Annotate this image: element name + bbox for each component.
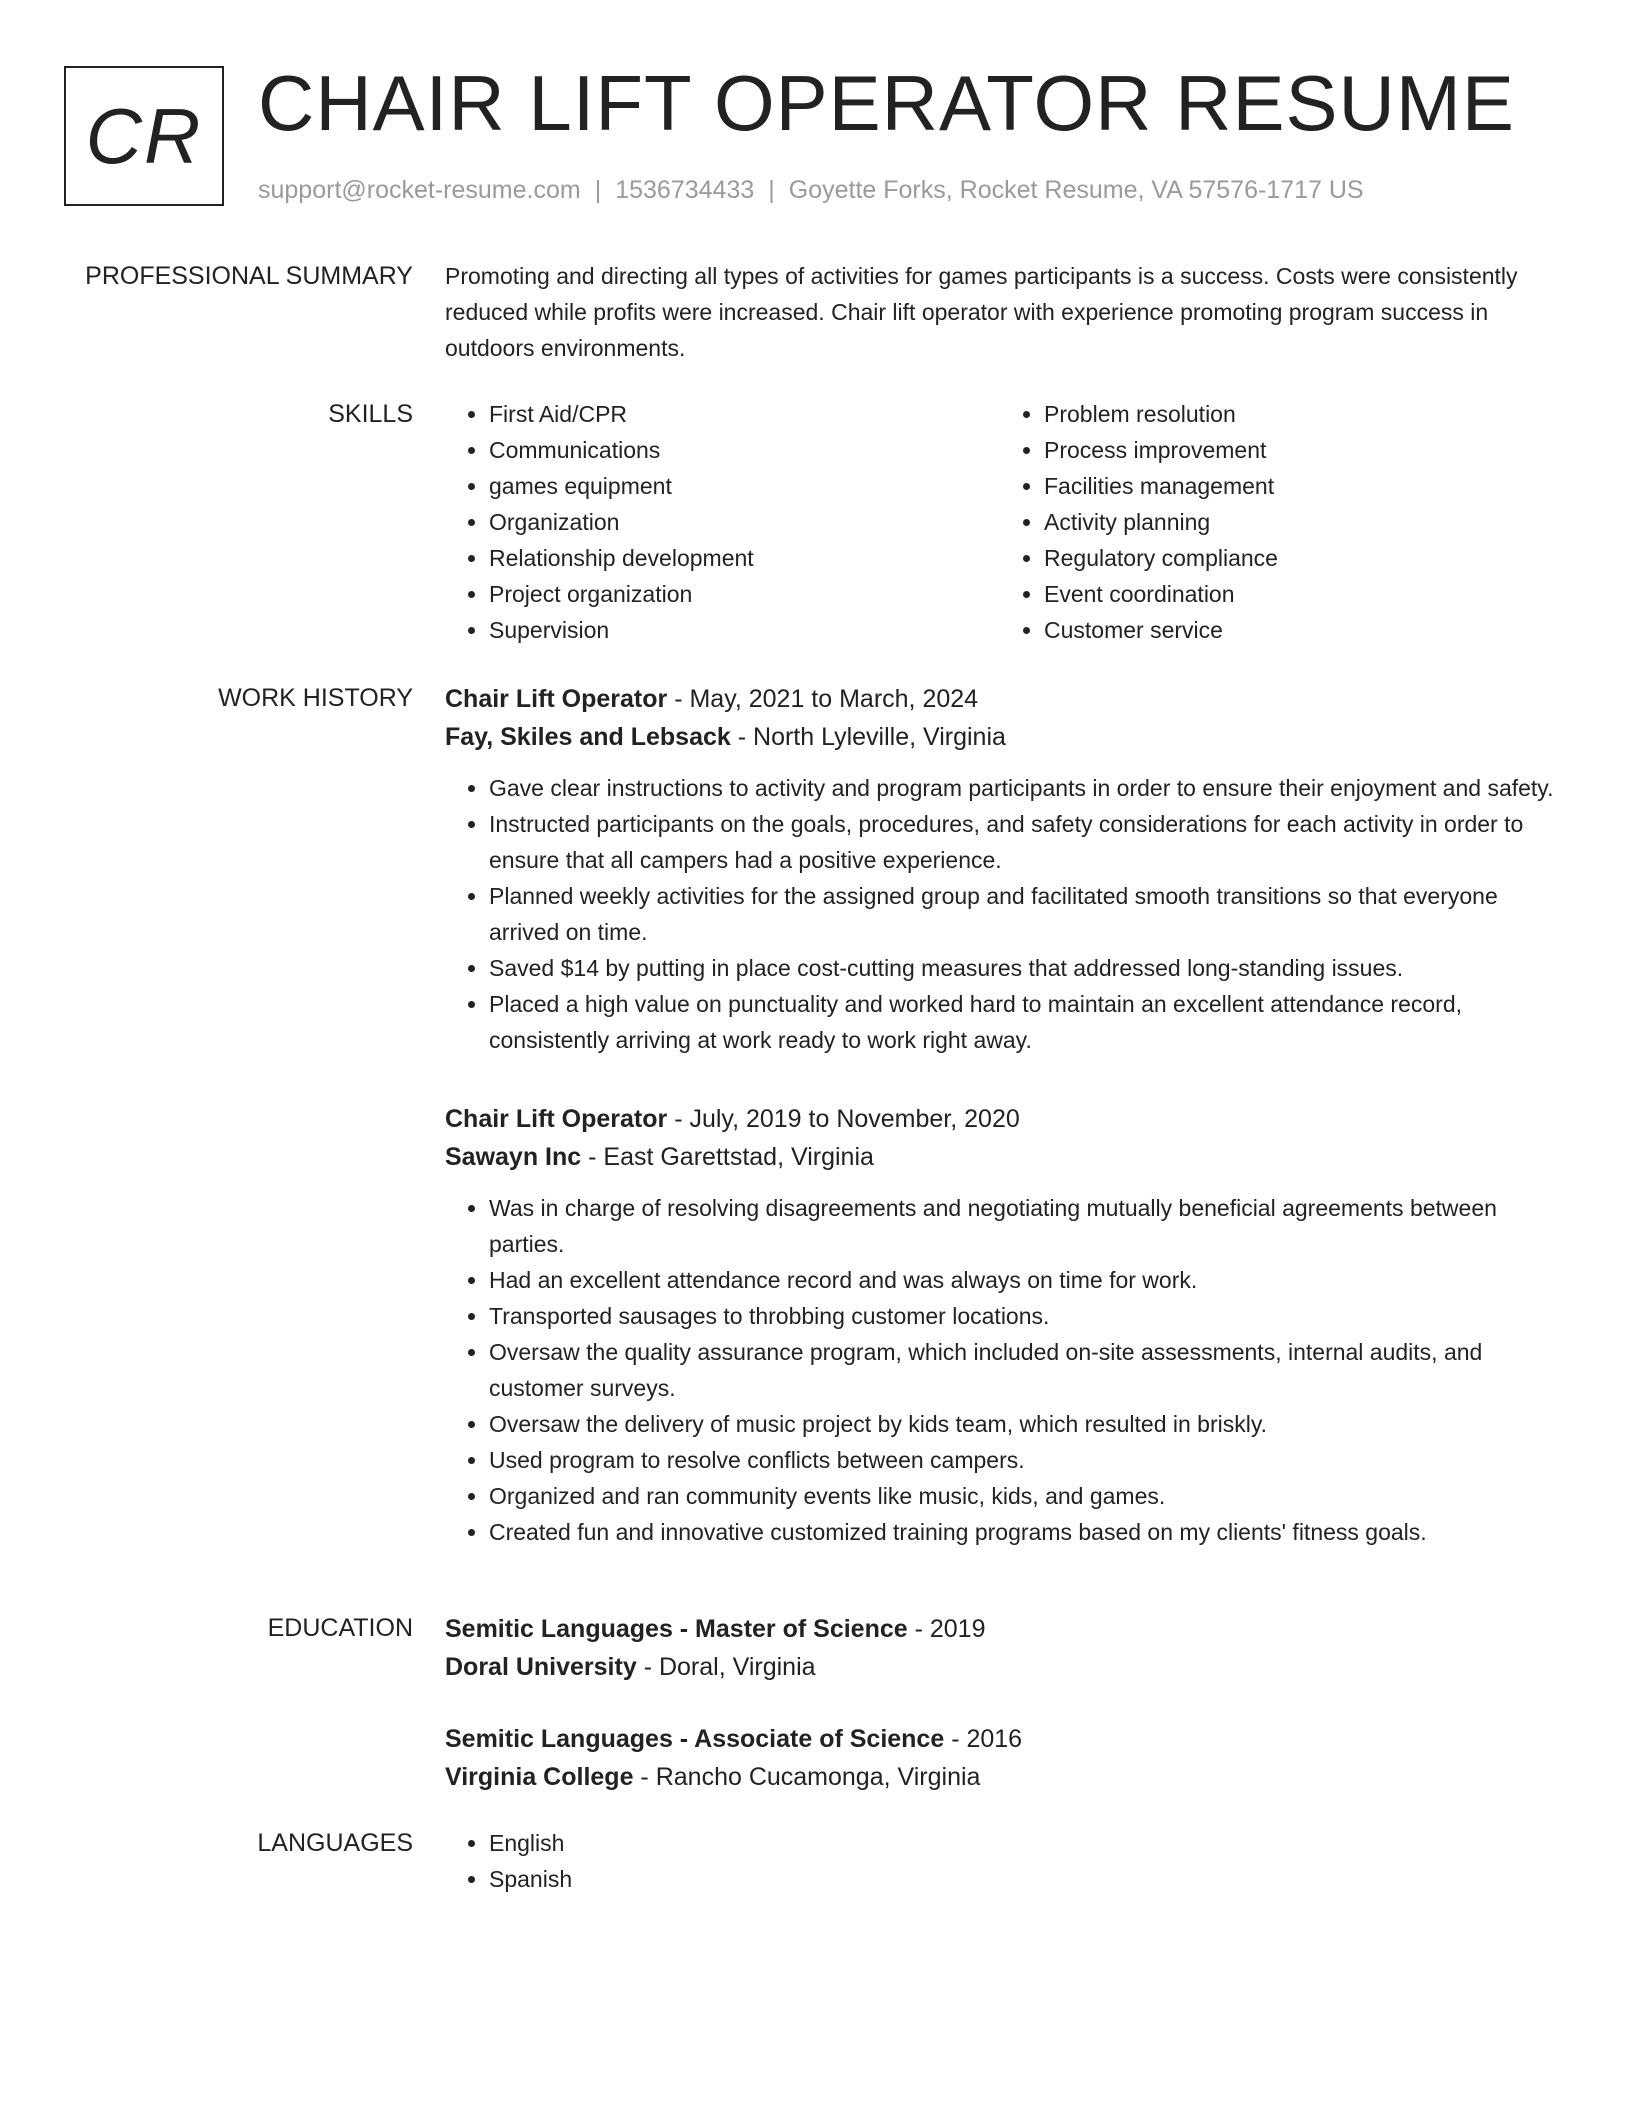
school-location: - Doral, Virginia xyxy=(636,1653,816,1681)
job-company-line xyxy=(445,718,1555,756)
summary-heading: PROFESSIONAL SUMMARY xyxy=(85,262,413,290)
skill-item: • Project organization xyxy=(489,576,1000,612)
job-bullet: • Saved $14 by putting in place cost-cutting measures that addressed long-standing issues. xyxy=(489,950,1555,986)
job-company-line xyxy=(445,1138,1555,1176)
job-entry xyxy=(445,680,1555,1058)
skill-item: • games equipment xyxy=(489,468,1000,504)
language-item: • English xyxy=(489,1825,1555,1861)
skill-item: • Supervision xyxy=(489,612,1000,648)
job-bullets xyxy=(445,770,1555,1058)
education-entry xyxy=(445,1720,1555,1796)
degree: Semitic Languages - Associate of Science xyxy=(445,1725,945,1753)
job-bullet: • Oversaw the delivery of music project by kids team, which resulted in briskly. xyxy=(489,1406,1555,1442)
skill-item: • Problem resolution xyxy=(1044,396,1555,432)
skill-item: • Process improvement xyxy=(1044,432,1555,468)
skill-item: • Organization xyxy=(489,504,1000,540)
skills-list-left xyxy=(445,396,1000,648)
job-company: Sawayn Inc xyxy=(445,1143,582,1171)
school: Doral University xyxy=(445,1653,637,1681)
job-bullet: • Had an excellent attendance record and was always on time for work. xyxy=(489,1262,1555,1298)
degree-line xyxy=(445,1610,1555,1648)
contact-separator: | xyxy=(768,176,775,204)
job-title-line xyxy=(445,680,1555,718)
job-bullet: • Transported sausages to throbbing customer locations. xyxy=(489,1298,1555,1334)
job-bullet: • Placed a high value on punctuality and worked hard to maintain an excellent attendance record, consistently arriving at work ready to work right away. xyxy=(489,986,1555,1058)
job-bullet: • Organized and ran community events like music, kids, and games. xyxy=(489,1478,1555,1514)
degree-year: - 2019 xyxy=(907,1615,986,1643)
job-bullet: • Instructed participants on the goals, procedures, and safety considerations for each activity in order to ensure that all campers had a positive experience. xyxy=(489,806,1555,878)
summary-text: Promoting and directing all types of activities for games participants is a success. Costs were consistently reduced while profits were increased. Chair lift operator with experience promoting program success in outdoors environments. xyxy=(445,263,1518,361)
language-item: • Spanish xyxy=(489,1861,1555,1897)
job-title: Chair Lift Operator xyxy=(445,1105,668,1133)
contact-address: Goyette Forks, Rocket Resume, VA 57576-1717 US xyxy=(788,176,1364,204)
job-bullet: • Oversaw the quality assurance program, which included on-site assessments, internal audits, and customer surveys. xyxy=(489,1334,1555,1406)
job-dates: - May, 2021 to March, 2024 xyxy=(667,685,979,713)
job-bullet: • Was in charge of resolving disagreements and negotiating mutually beneficial agreements between parties. xyxy=(489,1190,1555,1262)
degree-year: - 2016 xyxy=(944,1725,1023,1753)
job-title: Chair Lift Operator xyxy=(445,685,668,713)
job-location: - North Lyleville, Virginia xyxy=(730,723,1006,751)
education-heading: EDUCATION xyxy=(267,1614,413,1642)
languages-list xyxy=(445,1825,1555,1897)
skill-item: • First Aid/CPR xyxy=(489,396,1000,432)
skill-item: • Relationship development xyxy=(489,540,1000,576)
skill-item: • Activity planning xyxy=(1044,504,1555,540)
degree-line xyxy=(445,1720,1555,1758)
monogram-logo: CR xyxy=(64,66,224,206)
job-location: - East Garettstad, Virginia xyxy=(581,1143,874,1171)
languages-heading: LANGUAGES xyxy=(257,1829,413,1857)
contact-email: support@rocket-resume.com xyxy=(258,176,581,204)
school: Virginia College xyxy=(445,1763,634,1791)
job-company: Fay, Skiles and Lebsack xyxy=(445,723,731,751)
work-history-heading: WORK HISTORY xyxy=(218,684,413,712)
skill-item: • Event coordination xyxy=(1044,576,1555,612)
skill-item: • Customer service xyxy=(1044,612,1555,648)
job-title-line xyxy=(445,1100,1555,1138)
education-entry xyxy=(445,1610,1555,1686)
job-bullet: • Gave clear instructions to activity and program participants in order to ensure their enjoyment and safety. xyxy=(489,770,1555,806)
school-location: - Rancho Cucamonga, Virginia xyxy=(633,1763,981,1791)
job-dates: - July, 2019 to November, 2020 xyxy=(667,1105,1020,1133)
job-bullets xyxy=(445,1190,1555,1550)
school-line xyxy=(445,1758,1555,1796)
skill-item: • Regulatory compliance xyxy=(1044,540,1555,576)
skills-heading: SKILLS xyxy=(328,400,413,428)
degree: Semitic Languages - Master of Science xyxy=(445,1615,908,1643)
job-bullet: • Created fun and innovative customized training programs based on my clients' fitness goals. xyxy=(489,1514,1555,1550)
job-bullet: • Planned weekly activities for the assigned group and facilitated smooth transitions so that everyone arrived on time. xyxy=(489,878,1555,950)
job-bullet: • Used program to resolve conflicts between campers. xyxy=(489,1442,1555,1478)
contact-line xyxy=(258,172,1364,208)
skill-item: • Communications xyxy=(489,432,1000,468)
job-entry xyxy=(445,1100,1555,1550)
school-line xyxy=(445,1648,1555,1686)
contact-phone: 1536734433 xyxy=(615,176,755,204)
skills-columns xyxy=(445,396,1555,648)
page-title: CHAIR LIFT OPERATOR RESUME xyxy=(258,59,1515,147)
skills-list-right xyxy=(1000,396,1555,648)
contact-separator: | xyxy=(594,176,602,204)
skill-item: • Facilities management xyxy=(1044,468,1555,504)
